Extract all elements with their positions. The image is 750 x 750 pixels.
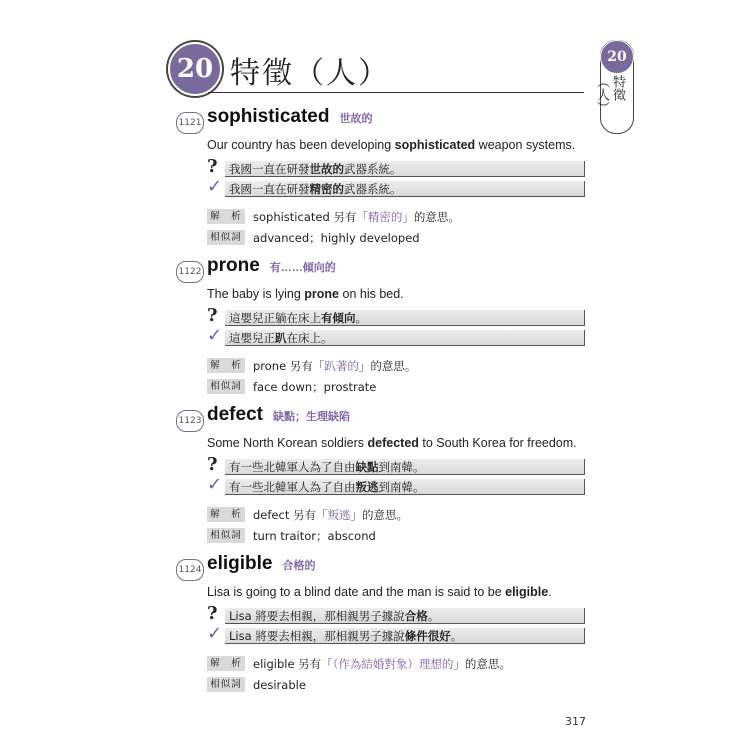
translation-keyword: 條件很好 [404,629,451,643]
example-text: Some North Korean soldiers [207,436,368,450]
headword-text: prone [207,255,260,276]
analysis-tag: 解 析 [207,358,245,373]
analysis-text [253,508,408,522]
analysis-text-part: 」的意思。 [350,507,408,522]
synonym-tag: 相似詞 [207,528,245,543]
synonym-row [207,376,376,392]
translation-text: 。 [355,311,367,325]
translation-keyword: 精密的 [309,182,344,196]
analysis-highlight: 精密的 [367,209,403,224]
translation-text: 到南韓。 [378,460,425,474]
check-mark-icon: ✓ [207,176,223,197]
wrong-translation-row [207,603,585,625]
example-text: weapon systems. [475,138,576,152]
translation-text: 有一些北韓軍人為了自由 [229,460,356,474]
analysis-text-part: defect 另有「 [253,507,328,522]
wrong-translation [229,608,439,624]
question-mark-icon: ? [207,454,218,475]
translation-keyword: 缺點 [355,460,379,474]
page-number: 317 [565,715,586,728]
side-chapter-tab [594,40,634,134]
headword-text: defect [207,404,263,425]
analysis-text [253,359,416,373]
headword-meaning: 合格的 [282,560,316,572]
analysis-text-part: 」的意思。 [453,656,511,671]
translation-text: 我國一直在研發 [229,182,310,196]
analysis-text-part: eligible 另有「 [253,656,333,671]
synonym-row [207,674,306,690]
translation-text: 我國一直在研發 [229,162,310,176]
example-text: . [548,585,552,599]
translation-text: 這嬰兒正 [229,331,275,345]
synonym-row [207,227,420,243]
right-translation [229,628,462,644]
headword [207,255,336,277]
analysis-text-part: sophisticated 另有「 [253,209,368,224]
analysis-highlight: 叛逃 [327,507,351,522]
entry-number-badge: 1122 [176,261,204,283]
synonym-tag: 相似詞 [207,677,245,692]
headword-meaning: 有……傾向的 [269,262,336,274]
translation-keyword: 趴 [275,331,287,345]
wrong-translation-row [207,156,585,178]
translation-text: 到南韓。 [378,480,425,494]
synonym-text: face down；prostrate [253,379,377,394]
synonym-row [207,525,376,541]
wrong-translation-row [207,454,585,476]
analysis-row [207,206,460,222]
check-mark-icon: ✓ [207,325,223,346]
example-keyword: eligible [505,585,549,599]
check-mark-icon: ✓ [207,474,223,495]
example-text: Our country has been developing [207,138,395,152]
example-text: Lisa is going to a blind date and the man is said to be [207,585,506,599]
question-mark-icon: ? [207,305,218,326]
analysis-text-part: 」的意思。 [402,209,460,224]
right-translation-row [207,474,585,496]
analysis-tag: 解 析 [207,507,245,522]
entry-number-badge: 1123 [176,410,204,432]
translation-text: Lisa 將要去相親，那相親男子據說 [229,609,405,623]
headword-meaning: 世故的 [339,113,373,125]
question-mark-icon: ? [207,156,218,177]
translation-keyword: 合格 [404,609,428,623]
right-translation [229,479,425,495]
analysis-row [207,653,511,669]
synonym-text: turn traitor；abscond [253,528,376,543]
example-keyword: prone [304,287,340,301]
synonym-text: advanced；highly developed [253,230,420,245]
chapter-header [168,42,584,96]
entry-number-badge: 1121 [176,112,204,134]
synonym-tag: 相似詞 [207,230,245,245]
right-translation-row [207,176,585,198]
example-sentence [207,585,552,599]
side-tab-number: 20 [600,40,634,74]
translation-text: 在床上。 [286,331,333,345]
analysis-highlight: （作為結婚對象）理想的 [332,656,454,671]
analysis-highlight: 趴著的 [324,358,359,373]
example-sentence [207,436,577,450]
headword-meaning: 缺點；生理缺陷 [272,411,350,423]
example-sentence [207,287,404,301]
wrong-translation [229,310,367,326]
analysis-row [207,504,408,520]
analysis-text-part: prone 另有「 [253,358,325,373]
chapter-number-badge: 20 [168,42,222,96]
example-keyword: defected [367,436,419,450]
synonym-text: desirable [253,677,306,692]
example-text: to South Korea for freedom. [418,436,577,450]
analysis-text [253,210,460,224]
headword [207,106,372,128]
wrong-translation-row [207,305,585,327]
question-mark-icon: ? [207,603,218,624]
chapter-title: 特徵（人） [230,56,390,91]
translation-text: 。 [450,629,463,643]
analysis-text-part: 」的意思。 [358,358,417,373]
wrong-translation [229,459,425,475]
analysis-tag: 解 析 [207,656,245,671]
example-sentence [207,138,575,152]
side-tab-label: 特徵（人） [594,75,625,114]
headword [207,404,350,426]
translation-text: 。 [427,609,440,623]
translation-text: 有一些北韓軍人為了自由 [229,480,356,494]
translation-text: 這嬰兒正躺在床上 [229,311,321,325]
analysis-row [207,355,416,371]
entry-number-badge: 1124 [176,559,204,581]
example-text: The baby is lying [207,287,305,301]
translation-keyword: 世故的 [309,162,344,176]
right-translation-row [207,623,585,645]
synonym-tag: 相似詞 [207,379,245,394]
check-mark-icon: ✓ [207,623,223,644]
translation-text: 武器系統。 [344,162,402,176]
right-translation-row [207,325,585,347]
chapter-divider [208,92,584,93]
translation-keyword: 叛逃 [355,480,379,494]
example-text: on his bed. [339,287,404,301]
translation-text: 武器系統。 [344,182,402,196]
translation-keyword: 有傾向 [321,311,356,325]
right-translation [229,181,402,197]
analysis-text [253,657,511,671]
headword [207,553,315,575]
right-translation [229,330,333,346]
example-keyword: sophisticated [394,138,476,152]
analysis-tag: 解 析 [207,209,245,224]
translation-text: Lisa 將要去相親，那相親男子據說 [229,629,405,643]
wrong-translation [229,161,402,177]
headword-text: sophisticated [207,106,330,127]
headword-text: eligible [207,553,273,574]
